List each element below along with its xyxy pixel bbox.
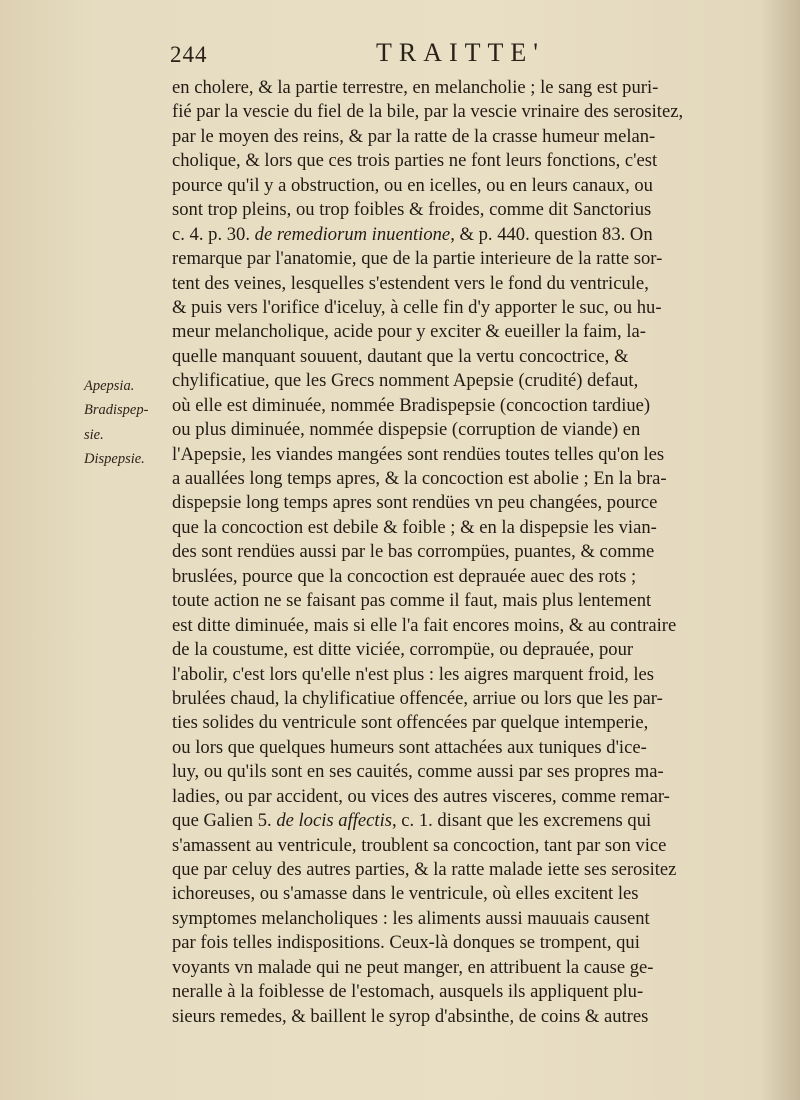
text-line (172, 76, 742, 100)
text-line (172, 956, 742, 980)
text-line (172, 663, 742, 687)
page-number: 244 (170, 42, 208, 67)
text-run: ties solides du ventricule sont offencées par quelque intemperie, (172, 712, 649, 734)
text-run: ladies, ou par accident, ou vices des autres visceres, comme remar- (172, 785, 670, 807)
text-run: & puis vers l'orifice d'iceluy, à celle fin d'y apporter le suc, ou hu- (172, 296, 662, 318)
text-line (172, 174, 742, 198)
text-run: cholique, & lors que ces trois parties ne font leurs fonctions, c'est (172, 150, 658, 172)
text-line (172, 614, 742, 638)
text-line (172, 516, 742, 540)
text-line (172, 443, 742, 467)
text-line (172, 687, 742, 711)
text-run: que Galien 5. (172, 810, 277, 832)
text-line (172, 711, 742, 735)
text-run: fié par la vescie du fiel de la bile, par la vescie vrinaire des serositez, (172, 101, 684, 123)
text-line (172, 882, 742, 906)
page-edge-shadow (760, 0, 800, 1100)
text-line (172, 198, 742, 222)
text-run: neralle à la foiblesse de l'estomach, ausquels ils appliquent plu- (172, 981, 644, 1003)
text-line (172, 760, 742, 784)
body-text (172, 76, 742, 1029)
margin-note: Dispepsie. (84, 451, 145, 468)
text-line (172, 540, 742, 564)
text-line (172, 785, 742, 809)
text-run: tent des veines, lesquelles s'estendent vers le fond du ventricule, (172, 272, 649, 294)
text-line (172, 858, 742, 882)
text-run: , c. 1. disant que les excremens qui (391, 810, 652, 832)
running-title: TRAITTE' (376, 38, 545, 67)
text-line (172, 467, 742, 491)
italic-citation: de remediorum inuentione (254, 223, 451, 245)
text-run: voyants vn malade qui ne peut manger, en attribuent la cause ge- (172, 956, 654, 978)
text-run: en cholere, & la partie terrestre, en melancholie ; le sang est puri- (172, 77, 659, 98)
text-run: toute action ne se faisant pas comme il faut, mais plus lentement (172, 590, 652, 612)
text-run: c. 4. p. 30. (172, 223, 255, 245)
text-line (172, 296, 742, 320)
text-line (172, 149, 742, 173)
text-run: de la coustume, est ditte viciée, corrompüe, ou deprauée, pour (172, 639, 634, 661)
text-run: par le moyen des reins, & par la ratte de la crasse humeur melan- (172, 125, 656, 147)
text-run: que la concoction est debile & foible ; & en la dispepsie les vian- (172, 516, 657, 538)
text-line (172, 565, 742, 589)
text-run: meur melancholique, acide pour y exciter & eueiller la faim, la- (172, 321, 646, 343)
text-run: des sont rendües aussi par le bas corrompües, puantes, & comme (172, 541, 655, 563)
text-line (172, 100, 742, 124)
margin-note: Apepsia. (84, 378, 135, 394)
text-line (172, 907, 742, 931)
text-line (172, 418, 742, 442)
text-run: ou plus diminuée, nommée dispepsie (corruption de viande) en (172, 419, 641, 441)
margin-note: Bradispep- (84, 402, 149, 419)
text-line (172, 589, 742, 613)
margin-note: sie. (84, 426, 104, 443)
text-run: chylificatiue, que les Grecs nomment Apepsie (crudité) defaut, (172, 370, 639, 392)
text-line (172, 320, 742, 344)
text-line (172, 638, 742, 662)
text-run: sont trop pleins, ou trop foibles & froides, comme dit Sanctorius (172, 199, 652, 221)
text-run: que par celuy des autres parties, & la ratte malade iette ses serositez (172, 859, 677, 880)
text-line (172, 736, 742, 760)
text-line (172, 247, 742, 271)
text-run: , & p. 440. question 83. On (450, 223, 653, 245)
text-line (172, 834, 742, 858)
text-run: l'abolir, c'est lors qu'elle n'est plus : les aigres marquent froid, les (172, 663, 655, 685)
text-run: l'Apepsie, les viandes mangées sont rendües toutes telles qu'on les (172, 443, 665, 465)
text-run: luy, ou qu'ils sont en ses cauités, comme aussi par ses propres ma- (172, 761, 664, 783)
text-run: a auallées long temps apres, & la concoction est abolie ; En la bra- (172, 468, 667, 489)
text-line (172, 223, 742, 247)
text-run: quelle manquant souuent, dautant que la vertu concoctrice, & (172, 345, 629, 367)
text-line (172, 1005, 742, 1029)
text-line (172, 345, 742, 369)
text-run: où elle est diminuée, nommée Bradispepsie (concoction tardiue) (172, 394, 651, 416)
text-run: ichoreuses, ou s'amasse dans le ventricule, où elles excitent les (172, 883, 639, 905)
text-run: brulées chaud, la chylificatiue offencée, arriue ou lors que les par- (172, 687, 663, 709)
text-line (172, 125, 742, 149)
text-line (172, 369, 742, 393)
text-run: ou lors que quelques humeurs sont attachées aux tuniques d'ice- (172, 736, 647, 758)
text-line (172, 491, 742, 515)
text-line (172, 931, 742, 955)
text-run: remarque par l'anatomie, que de la partie interieure de la ratte sor- (172, 248, 663, 270)
text-line (172, 980, 742, 1004)
text-run: est ditte diminuée, mais si elle l'a fait encores moins, & au contraire (172, 614, 677, 636)
italic-citation: de locis affectis (276, 810, 392, 832)
margin-notes (84, 374, 168, 472)
text-run: dispepsie long temps apres sont rendües vn peu changées, pource (172, 492, 658, 514)
text-line (172, 394, 742, 418)
text-run: bruslées, pource que la concoction est deprauée auec des rots ; (172, 565, 637, 587)
text-run: sieurs remedes, & baillent le syrop d'absinthe, de coins & autres (172, 1005, 649, 1027)
text-line (172, 809, 742, 833)
text-run: par fois telles indispositions. Ceux-là donques se trompent, qui (172, 932, 640, 954)
text-run: s'amassent au ventricule, troublent sa concoction, tant par son vice (172, 834, 667, 856)
text-run: pource qu'il y a obstruction, ou en icelles, ou en leurs canaux, ou (172, 174, 653, 196)
page-header (170, 38, 750, 68)
text-run: symptomes melancholiques : les aliments aussi mauuais causent (172, 907, 650, 929)
text-line (172, 272, 742, 296)
